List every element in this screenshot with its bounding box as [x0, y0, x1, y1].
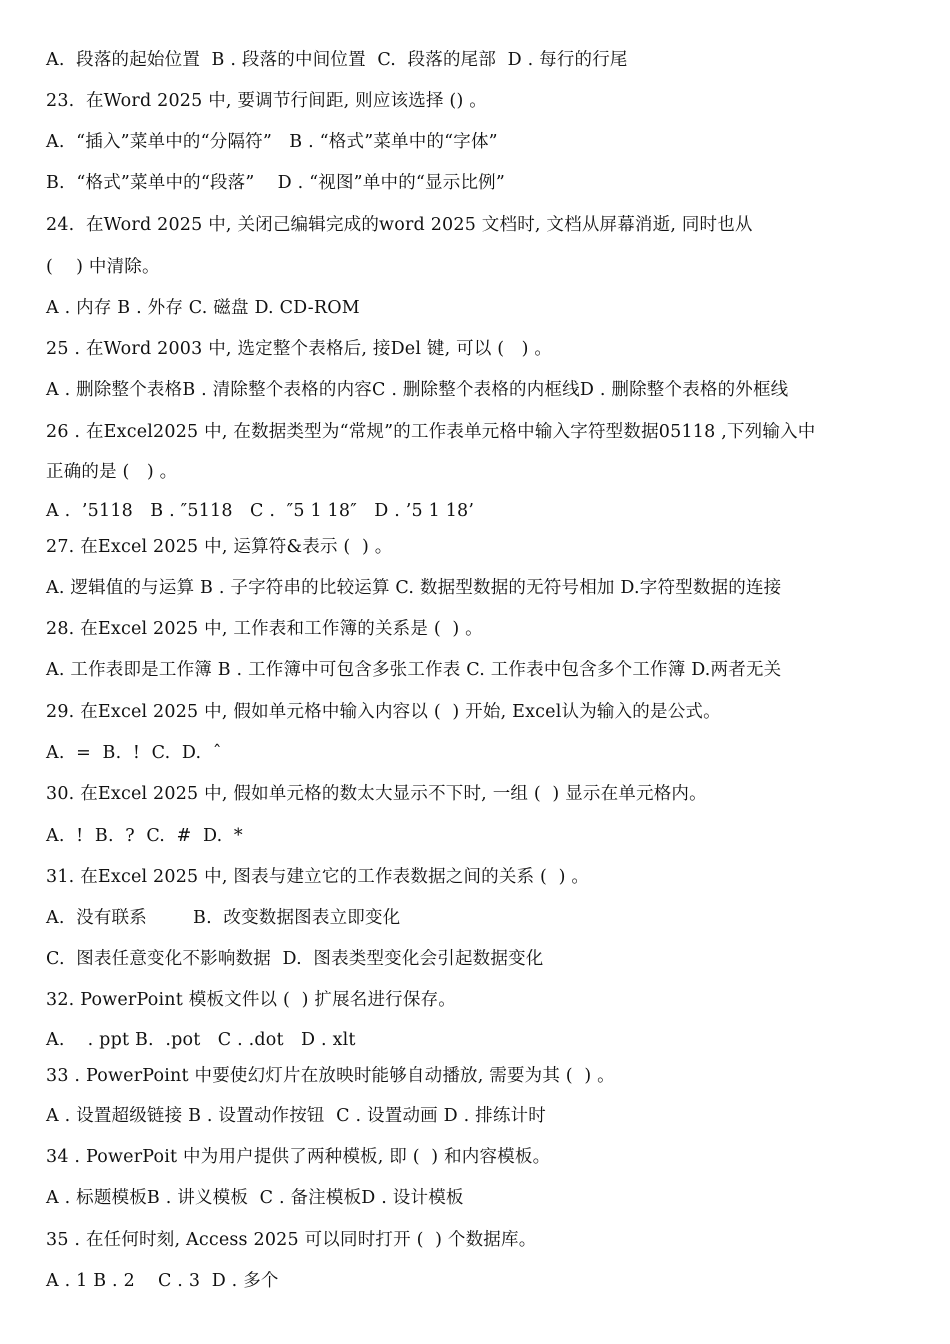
question-34-options: A . 标题模板B . 讲义模板 C . 备注模板D . 设计模板: [46, 1188, 464, 1208]
question-30-text: 30. 在Excel 2025 中, 假如单元格的数太大显示不下时, 一组 ( ) 显示在单元格内。: [46, 784, 707, 804]
question-26-text-cont: 正确的是 ( ) 。: [46, 462, 178, 482]
question-23-options-cd: B. “格式”菜单中的“段落” D . “视图”单中的“显示比例”: [46, 173, 505, 193]
question-27-text: 27. 在Excel 2025 中, 运算符&表示 ( ) 。: [46, 537, 393, 557]
question-31-options-ab: A. 没有联系 B. 改变数据图表立即变化: [46, 908, 401, 928]
question-26-options: A . ’5118 B . ″5118 C . ″5 1 18″ D . ’5 1 18’: [46, 501, 475, 521]
question-25-options: A . 删除整个表格B . 清除整个表格的内容C . 删除整个表格的内框线D . 删除整个表格的外框线: [46, 380, 789, 400]
question-28-options: A. 工作表即是工作簿 B . 工作簿中可包含多张工作表 C. 工作表中包含多个工作簿 D.两者无关: [46, 660, 782, 680]
question-22-options: A. 段落的起始位置 B . 段落的中间位置 C. 段落的尾部 D . 每行的行尾: [46, 50, 628, 70]
question-32-options: A. . ppt B. .pot C . .dot D . xlt: [46, 1030, 356, 1050]
question-23-text: 23. 在Word 2025 中, 要调节行间距, 则应该选择 () 。: [46, 91, 487, 111]
question-33-options: A . 设置超级链接 B . 设置动作按钮 C . 设置动画 D . 排练计时: [46, 1106, 546, 1126]
question-25-text: 25 . 在Word 2003 中, 选定整个表格后, 接Del 键, 可以 ( ) 。: [46, 339, 553, 359]
question-32-text: 32. PowerPoint 模板文件以 ( ) 扩展名进行保存。: [46, 990, 456, 1010]
question-24-text: 24. 在Word 2025 中, 关闭己编辑完成的word 2025 文档时, 文档从屏幕消逝, 同时也从: [46, 215, 753, 235]
question-27-options: A. 逻辑值的与运算 B . 子字符串的比较运算 C. 数据型数据的无符号相加 D.字符型数据的连接: [46, 578, 782, 598]
question-26-text: 26 . 在Excel2025 中, 在数据类型为“常规”的工作表单元格中输入字符型数据05118 ,下列输入中: [46, 422, 816, 442]
question-33-text: 33 . PowerPoint 中要使幻灯片在放映时能够自动播放, 需要为其 ( ) 。: [46, 1066, 615, 1086]
question-31-text: 31. 在Excel 2025 中, 图表与建立它的工作表数据之间的关系 ( ) 。: [46, 867, 590, 887]
question-35-options: A . 1 B . 2 C . 3 D . 多个: [46, 1271, 279, 1291]
question-23-options-ab: A. “插入”菜单中的“分隔符” B . “格式”菜单中的“字体”: [46, 132, 498, 152]
question-29-text: 29. 在Excel 2025 中, 假如单元格中输入内容以 ( ) 开始, Excel认为输入的是公式。: [46, 702, 721, 722]
question-29-options: A. = B. ! C. D. ˆ: [46, 743, 222, 763]
question-31-options-cd: C. 图表任意变化不影响数据 D. 图表类型变化会引起数据变化: [46, 949, 544, 969]
question-24-options: A . 内存 B . 外存 C. 磁盘 D. CD-ROM: [46, 298, 360, 318]
question-35-text: 35 . 在任何时刻, Access 2025 可以同时打开 ( ) 个数据库。: [46, 1230, 537, 1250]
question-30-options: A. ! B. ? C. # D. *: [46, 826, 243, 846]
question-28-text: 28. 在Excel 2025 中, 工作表和工作簿的关系是 ( ) 。: [46, 619, 483, 639]
question-34-text: 34 . PowerPoit 中为用户提供了两种模板, 即 ( ) 和内容模板。: [46, 1147, 551, 1167]
question-24-text-cont: ( ) 中清除。: [46, 257, 160, 277]
